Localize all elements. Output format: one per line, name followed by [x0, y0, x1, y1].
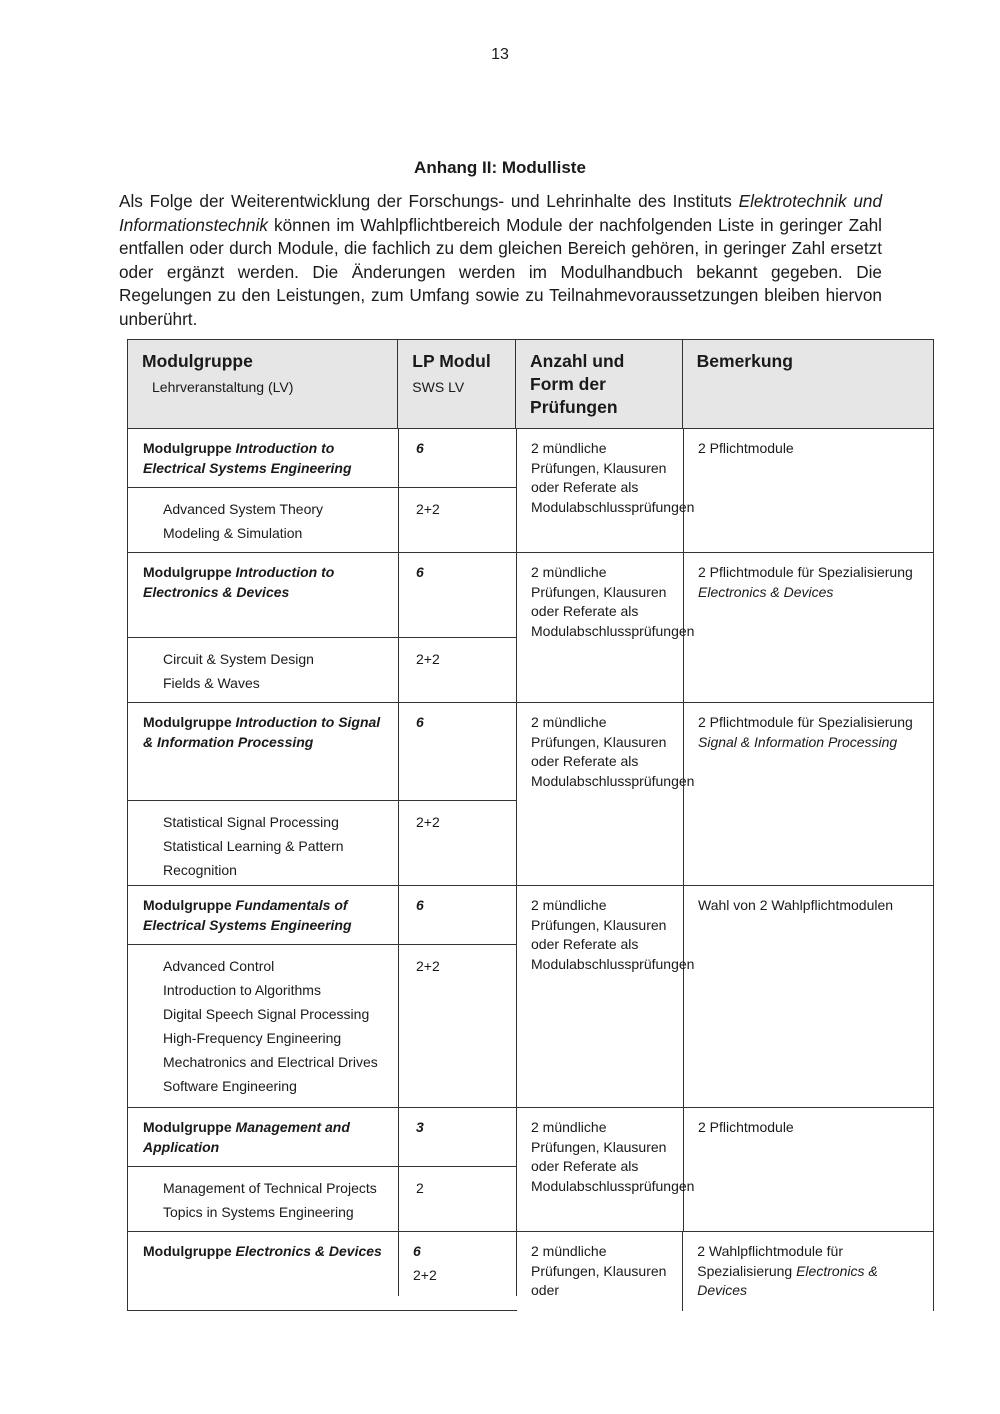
group-title: Modulgruppe Introduction to Electronics & Devices: [128, 553, 399, 637]
group-exam: 2 mündliche Prüfungen, Klausuren oder Referate als Modulabschlussprüfungen: [517, 429, 684, 552]
group-lp: 6: [399, 553, 517, 637]
course-sws: 2+2: [399, 801, 517, 885]
group-lp: 3: [399, 1108, 517, 1166]
group-exam: 2 mündliche Prüfungen, Klausuren oder Referate als Modulabschlussprüfungen: [517, 553, 684, 702]
page-title: Anhang II: Modulliste: [414, 158, 586, 177]
module-groups: [127, 429, 934, 1232]
module-group: [127, 429, 934, 553]
course-sws: 2+2: [399, 488, 517, 552]
header-col-lp: [398, 340, 516, 428]
group-title: Modulgruppe Management and Application: [128, 1108, 399, 1166]
group-lp: 6: [399, 703, 517, 800]
group-exam: 2 mündliche Prüfungen, Klausuren oder: [517, 1232, 683, 1311]
course-name: Management of Technical Projects: [163, 1180, 377, 1196]
course-name: High-Frequency Engineering: [163, 1030, 342, 1046]
course-list: [128, 488, 399, 552]
group-lp: 6: [399, 886, 517, 944]
course-name: Fields & Waves: [163, 675, 260, 691]
group-title: Modulgruppe Electronics & Devices: [128, 1232, 399, 1296]
group-remark: 2 Wahlpflichtmodule für Spezialisierung Electronics & Devices: [697, 1243, 878, 1298]
course-name: Software Engineering: [163, 1078, 297, 1094]
table-header: [127, 339, 934, 429]
course-name: Introduction to Algorithms: [163, 982, 321, 998]
course-name: Advanced System Theory: [163, 501, 324, 517]
group-lp: 6 2+2: [399, 1232, 517, 1296]
group-exam: 2 mündliche Prüfungen, Klausuren oder Referate als Modulabschlussprüfungen: [517, 886, 684, 1107]
course-list: [128, 945, 399, 1107]
course-name: Statistical Learning & Pattern Recognition: [163, 838, 344, 878]
module-group: [127, 886, 934, 1108]
group-exam: 2 mündliche Prüfungen, Klausuren oder Referate als Modulabschlussprüfungen: [517, 703, 684, 885]
module-group: [127, 703, 934, 886]
module-group: [127, 1232, 934, 1311]
course-name: Modeling & Simulation: [163, 525, 303, 541]
header-title: LP Modul: [412, 351, 491, 371]
header-col-remark: [683, 340, 933, 428]
header-col-exams: [516, 340, 683, 428]
institute-name: Elektrotechnik und Informationstechnik: [119, 191, 883, 235]
group-remark: 2 Pflichtmodule: [698, 1119, 794, 1135]
group-remark: 2 Pflichtmodule für Spezialisierung Electronics & Devices: [698, 564, 913, 600]
course-sws: 2: [399, 1167, 517, 1231]
course-name: Topics in Systems Engineering: [163, 1204, 354, 1220]
header-title: Modulgruppe: [142, 351, 253, 371]
header-title: Anzahl und Form der Prüfungen: [530, 351, 625, 417]
course-sws: 2+2: [399, 945, 517, 1107]
module-group: [127, 1108, 934, 1232]
header-subtitle: SWS LV: [412, 379, 465, 395]
intro-paragraph: [119, 190, 882, 331]
course-list: [128, 801, 399, 885]
group-title: Modulgruppe Introduction to Signal & Information Processing: [128, 703, 399, 800]
course-list: [128, 1167, 399, 1231]
group-remark: 2 Pflichtmodule für Spezialisierung Signal & Information Processing: [698, 714, 913, 750]
group-exam: 2 mündliche Prüfungen, Klausuren oder Referate als Modulabschlussprüfungen: [517, 1108, 684, 1231]
page-number: 13: [491, 46, 509, 63]
group-remark: Wahl von 2 Wahlpflichtmodulen: [698, 897, 894, 913]
module-group: [127, 553, 934, 703]
course-name: Digital Speech Signal Processing: [163, 1006, 370, 1022]
course-name: Circuit & System Design: [163, 651, 314, 667]
header-title: Bemerkung: [696, 351, 793, 371]
intro-text-1: Als Folge der Weiterentwicklung der Forschungs- und Lehrinhalte des Instituts: [119, 191, 739, 211]
group-lp: 6: [399, 429, 517, 487]
intro-text-2: können im Wahlpflichtbereich Module der nachfolgenden Liste in geringer Zahl entfallen oder durch Module, die fachlich zu dem gleichen Bereich gehören, in geringer Zahl ersetzt oder ergänzt werden. Die Änderungen werden im Modulhandbuch bekannt gegeben. Die Regelungen zu den Leistungen, zum Umfang sowie zu Teilnahmevoraussetzungen bleiben hiervon unberührt.: [119, 214, 882, 329]
course-sws: 2+2: [399, 638, 517, 702]
header-col-module-group: [128, 340, 398, 428]
course-list: [128, 638, 399, 702]
course-name: Statistical Signal Processing: [163, 814, 339, 830]
course-name: Mechatronics and Electrical Drives: [163, 1054, 378, 1070]
group-title: Modulgruppe Fundamentals of Electrical Systems Engineering: [128, 886, 399, 944]
module-table: [127, 339, 934, 1311]
course-name: Advanced Control: [163, 958, 275, 974]
group-title: Modulgruppe Introduction to Electrical Systems Engineering: [128, 429, 399, 487]
header-subtitle: Lehrveranstaltung (LV): [152, 379, 294, 395]
group-remark: 2 Pflichtmodule: [698, 440, 794, 456]
